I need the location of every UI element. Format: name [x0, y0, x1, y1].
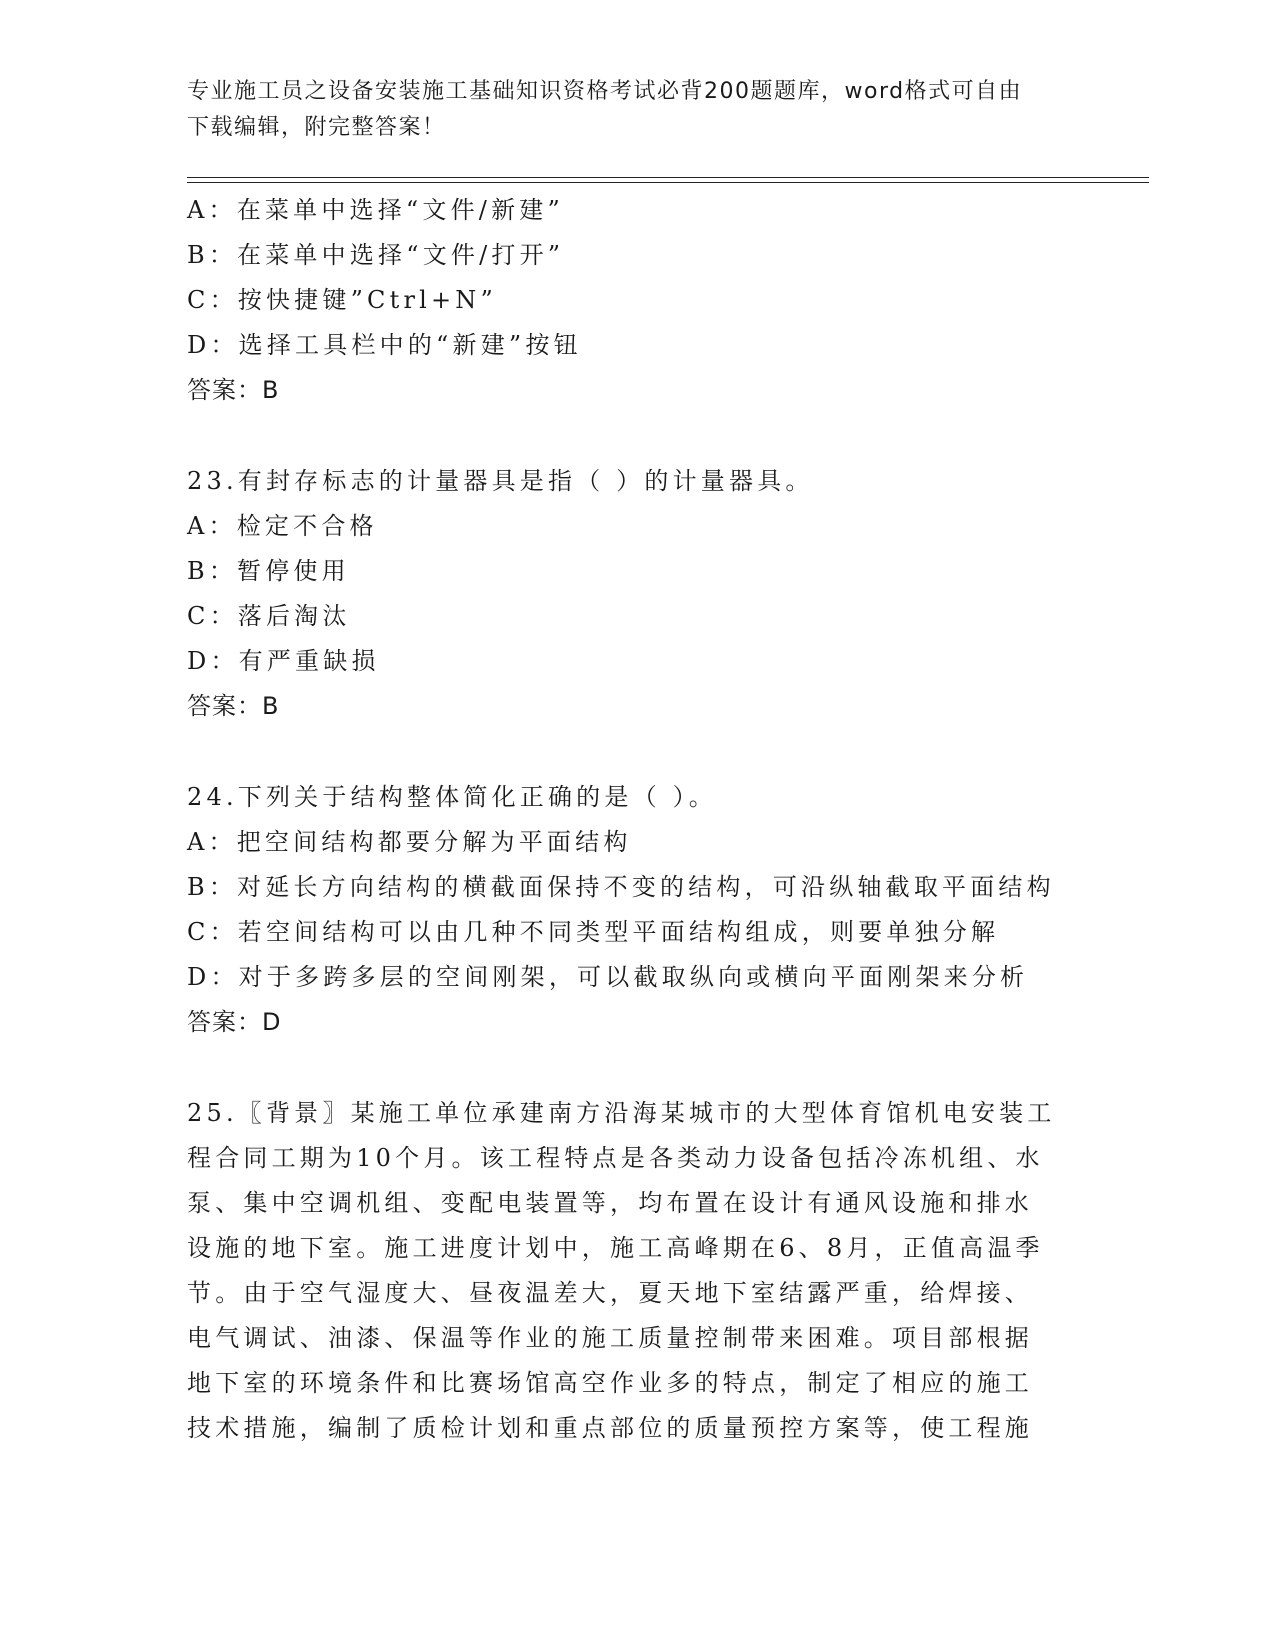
q25-line-4: 设施的地下室。施工进度计划中，施工高峰期在6、8月，正值高温季	[187, 1234, 1044, 1262]
q24-option-d: D：对于多跨多层的空间刚架，可以截取纵向或横向平面刚架来分析	[187, 963, 1029, 991]
q25-line-7: 地下室的环境条件和比赛场馆高空作业多的特点，制定了相应的施工	[187, 1369, 1033, 1397]
question-23-block	[187, 459, 1087, 729]
q23-option-a: A：检定不合格	[187, 512, 378, 540]
q24-question: 24.下列关于结构整体简化正确的是（ ）。	[187, 783, 717, 811]
q23-option-c: C：落后淘汰	[187, 602, 351, 630]
header-line-2: 下载编辑，附完整答案！	[187, 115, 446, 140]
document-header	[187, 74, 1087, 146]
header-divider-top	[187, 177, 1149, 178]
q22-option-d: D：选择工具栏中的“新建”按钮	[187, 331, 582, 359]
q25-line-2: 程合同工期为10个月。该工程特点是各类动力设备包括冷冻机组、水	[187, 1144, 1044, 1172]
q24-answer: 答案：D	[187, 1008, 282, 1036]
q24-option-c: C：若空间结构可以由几种不同类型平面结构组成，则要单独分解	[187, 918, 1000, 946]
q22-option-b: B：在菜单中选择“文件/打开”	[187, 241, 565, 269]
header-divider-bottom	[187, 182, 1149, 183]
q25-line-6: 电气调试、油漆、保温等作业的施工质量控制带来困难。项目部根据	[187, 1324, 1033, 1352]
q25-line-1: 25.〖背景〗某施工单位承建南方沿海某城市的大型体育馆机电安装工	[187, 1099, 1056, 1127]
q25-line-5: 节。由于空气湿度大、昼夜温差大，夏天地下室结露严重，给焊接、	[187, 1279, 1033, 1307]
q25-line-3: 泵、集中空调机组、变配电装置等，均布置在设计有通风设施和排水	[187, 1189, 1033, 1217]
q23-answer: 答案：B	[187, 692, 280, 720]
question-25-block	[187, 1091, 1087, 1451]
q22-answer: 答案：B	[187, 376, 280, 404]
q22-option-a: A：在菜单中选择“文件/新建”	[187, 196, 564, 224]
q25-line-8: 技术措施，编制了质检计划和重点部位的质量预控方案等，使工程施	[187, 1414, 1033, 1442]
q23-option-b: B：暂停使用	[187, 557, 350, 585]
document-body	[187, 188, 1087, 1451]
q23-question: 23.有封存标志的计量器具是指（ ）的计量器具。	[187, 467, 814, 495]
spacer	[187, 729, 1087, 775]
q22-option-c: C：按快捷键”Ctrl+N”	[187, 286, 497, 314]
q24-option-a: A：把空间结构都要分解为平面结构	[187, 828, 632, 856]
q24-option-b: B：对延长方向结构的横截面保持不变的结构，可沿纵轴截取平面结构	[187, 873, 1055, 901]
header-line-1: 专业施工员之设备安装施工基础知识资格考试必背200题题库，word格式可自由	[187, 79, 1023, 104]
question-24-block	[187, 775, 1087, 1045]
spacer	[187, 413, 1087, 459]
spacer	[187, 1045, 1087, 1091]
q23-option-d: D：有严重缺损	[187, 647, 380, 675]
question-22-block	[187, 188, 1087, 413]
